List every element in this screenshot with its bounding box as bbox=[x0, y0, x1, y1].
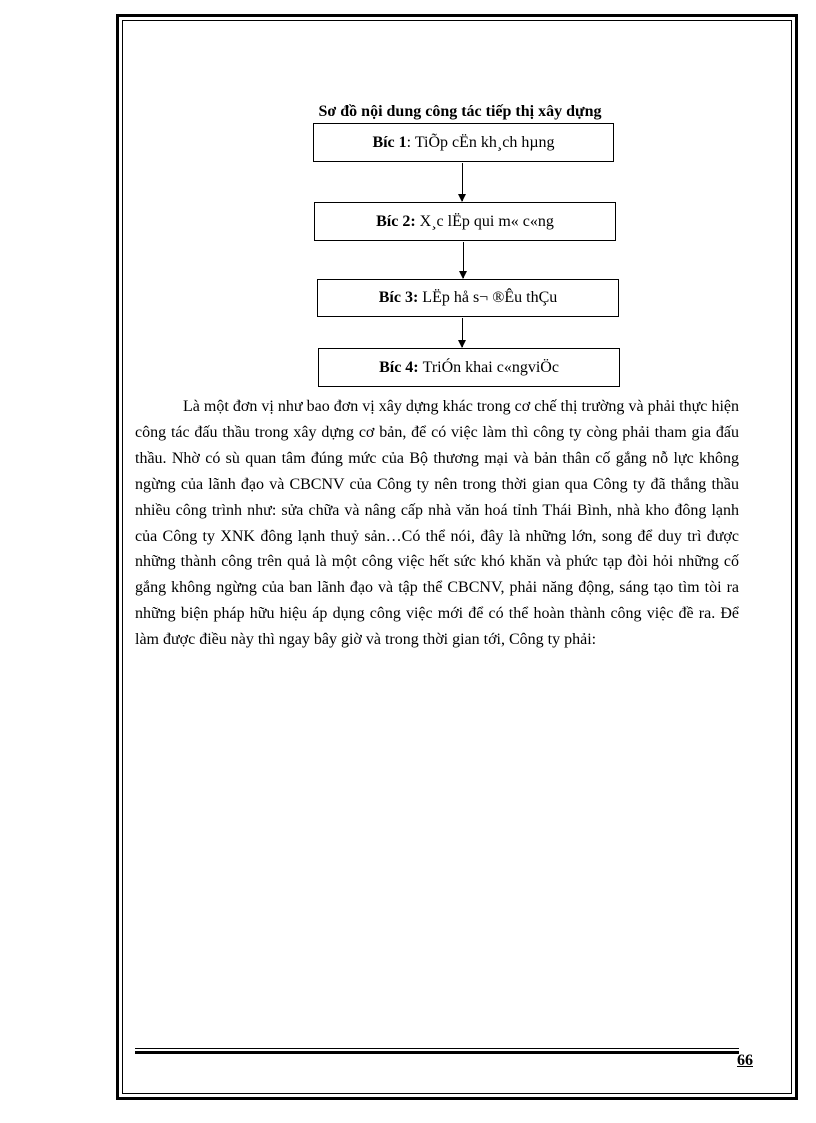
flow-step-3-label: Bíc 3: bbox=[378, 289, 419, 306]
flow-step-1-text: : TiÕp cËn kh¸ch hµng bbox=[406, 133, 555, 151]
flow-arrow-3 bbox=[462, 318, 463, 347]
flow-step-4 bbox=[318, 348, 620, 387]
flow-step-2 bbox=[314, 202, 616, 241]
flow-arrow-2 bbox=[463, 242, 464, 278]
footer-divider-thin bbox=[135, 1048, 739, 1049]
flow-step-1 bbox=[313, 123, 614, 162]
flow-step-2-text: X¸c lËp qui m« c«ng bbox=[419, 212, 554, 230]
flow-step-3-text: LËp hå s¬ ®Êu thÇu bbox=[422, 289, 558, 306]
diagram-title: Sơ đồ nội dung công tác tiếp thị xây dựng bbox=[318, 103, 602, 120]
flow-step-1-label: Bíc 1 bbox=[372, 133, 407, 151]
flow-step-4-text: TriÓn khai c«ngviÖc bbox=[422, 358, 559, 376]
flow-step-2-label: Bíc 2: bbox=[376, 212, 416, 230]
page-number: 66 bbox=[737, 1052, 753, 1069]
flow-step-4-label: Bíc 4: bbox=[379, 358, 419, 376]
footer-divider-thick bbox=[135, 1051, 739, 1054]
flow-step-3 bbox=[317, 279, 619, 317]
body-paragraph: Là một đơn vị như bao đơn vị xây dựng khác trong cơ chế thị trường và phải thực hiện công tác đấu thầu trong xây dựng cơ bản, để có việc làm thì công ty còng phải tham gia đấu thầu. Nhờ có sù quan tâm đúng mức của Bộ thương mại và bản thân cố gắng nỗ lực không ngừng của lãnh đạo và CBCNV của Công ty nên trong thời gian qua Công ty đã thắng thầu nhiều công trình như: sửa chữa và nâng cấp nhà văn hoá tỉnh Thái Bình, nhà kho đông lạnh của Công ty XNK đông lạnh thuỷ sản…Có thể nói, đây là những lớn, song để duy trì được những thành công trên quả là một công việc hết sức khó khăn và phức tạp đòi hỏi những cố gắng không ngừng của ban lãnh đạo và tập thể CBCNV, phải năng động, sáng tạo tìm tòi ra những biện pháp hữu hiệu áp dụng công việc mới để có thể hoàn thành công việc đề ra. Để làm được điều này thì ngay bây giờ và trong thời gian tới, Công ty phải: bbox=[135, 398, 739, 649]
flow-arrow-1 bbox=[462, 163, 463, 201]
